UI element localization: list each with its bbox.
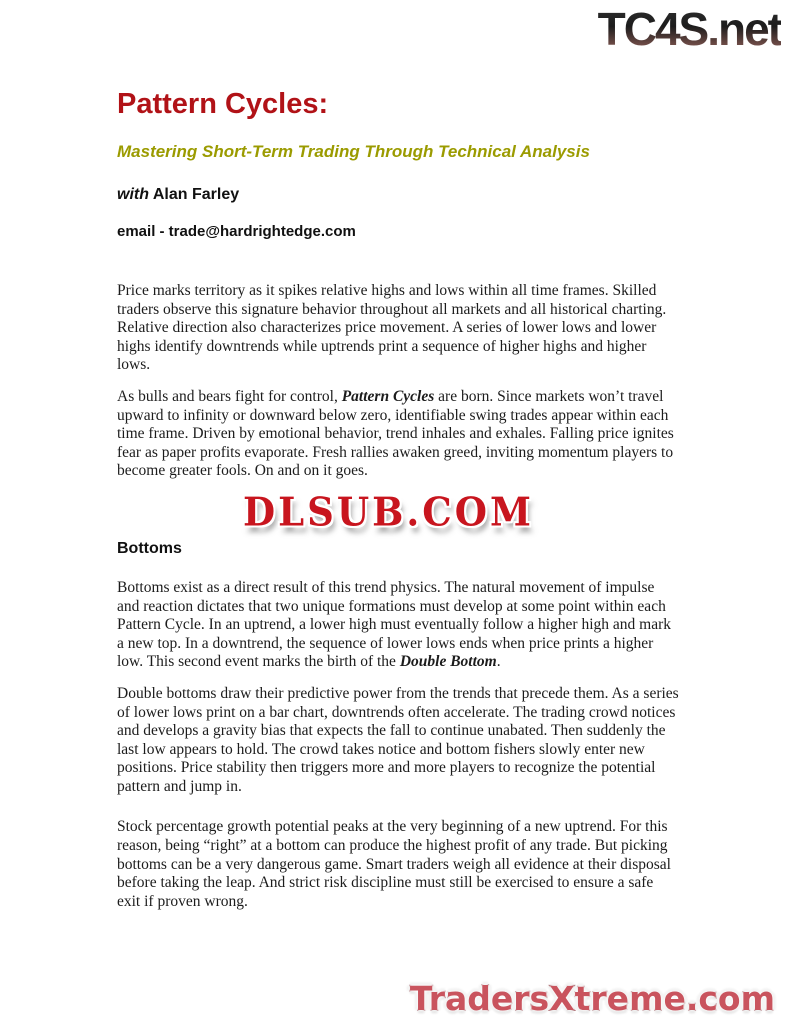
page-subtitle: Mastering Short-Term Trading Through Technical Analysis [117, 142, 590, 161]
author-email: email - trade@hardrightedge.com [117, 223, 356, 240]
bottoms-p1-text-cont: . [496, 653, 501, 671]
bottoms-p1-text: Bottoms exist as a direct result of this trend physics. The natural movement of impulse and reaction dictates that two unique formations must develop at some point within each Pattern Cycle. In an uptrend, a lower high must eventually follow a higher high and mark a new top. In a downtrend, the sequence of lower lows ends when price prints a higher low. This second event marks the birth of the [117, 578, 671, 671]
bottoms-paragraph-1 [117, 579, 680, 672]
dlsub-watermark-logo: DLSUB.COM [243, 488, 534, 536]
section-heading-bottoms: Bottoms [117, 539, 182, 557]
intro-paragraph-2 [117, 388, 680, 481]
author-name: Alan Farley [149, 186, 240, 203]
tradersxtreme-site-logo: TradersXtreme.com [409, 979, 775, 1018]
intro-paragraph-1: Price marks territory as it spikes relative highs and lows within all time frames. Skilled traders observe this signature behavior throughout all markets and all historical charting. Relative direction also characterizes price movement. A series of lower lows and lower highs identify downtrends while uptrends print a sequence of higher highs and higher lows. [117, 282, 667, 374]
bottoms-paragraph-3: Stock percentage growth potential peaks at the very beginning of a new uptrend. For this reason, being “right” at a bottom can produce the highest profit of any trade. But picking bottoms can be a very dangerous game. Smart traders weigh all evidence at their disposal before taking the leap. And strict risk discipline must still be exercised to ensure a safe exit if proven wrong. [117, 818, 671, 910]
document-content [117, 0, 680, 924]
pattern-cycles-term: Pattern Cycles [341, 387, 435, 405]
watermark-container [97, 490, 680, 534]
paragraph-spacer [117, 809, 680, 818]
page-title: Pattern Cycles: [117, 88, 329, 120]
double-bottom-term: Double Bottom [399, 653, 497, 671]
intro-p2-text: As bulls and bears fight for control, [117, 387, 342, 405]
author-byline [117, 185, 680, 204]
intro-p2-text-cont: are born. Since markets won’t travel upward to infinity or downward below zero, identifiable swing trades appear within each time frame. Driven by emotional behavior, trend inhales and exhales. Falling price ignites fear as paper profits evaporate. Fresh rallies awaken greed, inviting momentum players to become greater fools. On and on it goes. [117, 387, 674, 480]
tc4s-site-logo: TC4S.net [597, 3, 781, 55]
byline-prefix: with [117, 186, 149, 203]
bottoms-paragraph-2: Double bottoms draw their predictive power from the trends that precede them. As a series of lower lows print on a bar chart, downtrends often accelerate. The trading crowd notices and develops a gravity bias that expects the fall to continue unabated. Then suddenly the last low appears to hold. The crowd takes notice and bottom fishers slowly enter new positions. Price stability then triggers more and more players to recognize the potential pattern and jump in. [117, 684, 679, 795]
body-text [117, 282, 680, 911]
